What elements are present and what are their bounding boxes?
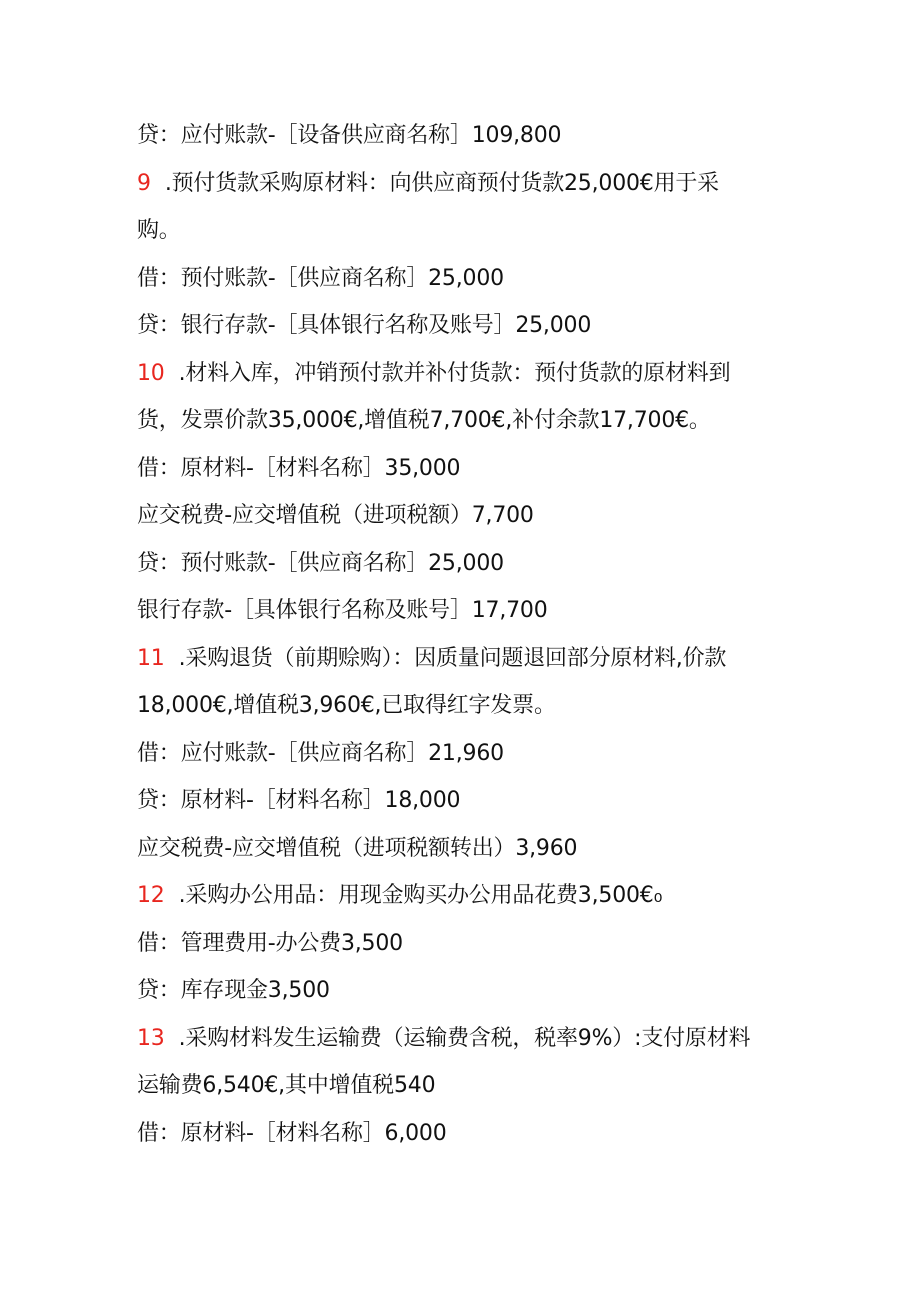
line-text: 借：原材料-［材料名称］35,000 xyxy=(137,455,461,481)
line-text: 贷：应付账款-［设备供应商名称］109,800 xyxy=(137,123,562,148)
line-text: .采购办公用品：用现金购买办公用品花费3,500€₀ xyxy=(178,883,663,908)
text-line xyxy=(137,350,797,398)
line-text: 借：应付账款-［供应商名称］21,960 xyxy=(137,740,504,766)
line-text: 18,000€,增值税3,960€,已取得红字发票。 xyxy=(137,693,556,718)
text-line xyxy=(137,920,797,968)
text-line xyxy=(137,825,797,873)
text-line xyxy=(137,635,797,683)
line-text: 贷：预付账款-［供应商名称］25,000 xyxy=(137,550,504,576)
text-line xyxy=(137,1110,797,1158)
text-line xyxy=(137,730,797,778)
text-line xyxy=(137,112,797,160)
line-text: 贷：银行存款-［具体银行名称及账号］25,000 xyxy=(137,313,592,338)
text-line xyxy=(137,540,797,588)
line-text: 应交税费-应交增值税（进项税额转出）3,960 xyxy=(137,835,578,861)
text-line xyxy=(137,587,797,635)
line-text: 贷：原材料-［材料名称］18,000 xyxy=(137,788,461,813)
text-line xyxy=(137,397,797,445)
item-number: 13 xyxy=(137,1025,165,1051)
text-line xyxy=(137,302,797,350)
text-line xyxy=(137,1062,797,1110)
line-text: .采购材料发生运输费（运输费含税，税率9%）:支付原材料 xyxy=(178,1025,751,1051)
line-text: .采购退货（前期赊购）：因质量问题退回部分原材料,价款 xyxy=(178,645,727,671)
line-text: 货，发票价款35,000€,增值税7,700€,补付余款17,700€。 xyxy=(137,408,711,433)
line-text: 运输费6,540€,其中增值税540 xyxy=(137,1073,436,1098)
item-number: 10 xyxy=(137,360,165,386)
line-text: 借：原材料-［材料名称］6,000 xyxy=(137,1120,447,1146)
text-line xyxy=(137,255,797,303)
text-line xyxy=(137,207,797,255)
line-text: 购。 xyxy=(137,218,181,243)
line-text: 贷：库存现金3,500 xyxy=(137,978,330,1003)
item-number: 12 xyxy=(137,883,165,908)
text-line xyxy=(137,160,797,208)
text-line xyxy=(137,872,797,920)
text-line xyxy=(137,1015,797,1063)
line-text: 借：预付账款-［供应商名称］25,000 xyxy=(137,265,504,291)
text-line xyxy=(137,967,797,1015)
line-text: 银行存款-［具体银行名称及账号］17,700 xyxy=(137,598,548,623)
line-text: 应交税费-应交增值税（进项税额）7,700 xyxy=(137,503,534,528)
document-body xyxy=(137,112,797,1157)
line-text: .预付货款采购原材料：向供应商预付货款25,000€用于采 xyxy=(164,170,719,196)
line-text: 借：管理费用-办公费3,500 xyxy=(137,930,403,956)
text-line xyxy=(137,777,797,825)
text-line xyxy=(137,682,797,730)
item-number: 11 xyxy=(137,645,165,671)
text-line xyxy=(137,492,797,540)
item-number: 9 xyxy=(137,170,151,196)
text-line xyxy=(137,445,797,493)
line-text: .材料入库，冲销预付款并补付货款：预付货款的原材料到 xyxy=(178,360,731,386)
